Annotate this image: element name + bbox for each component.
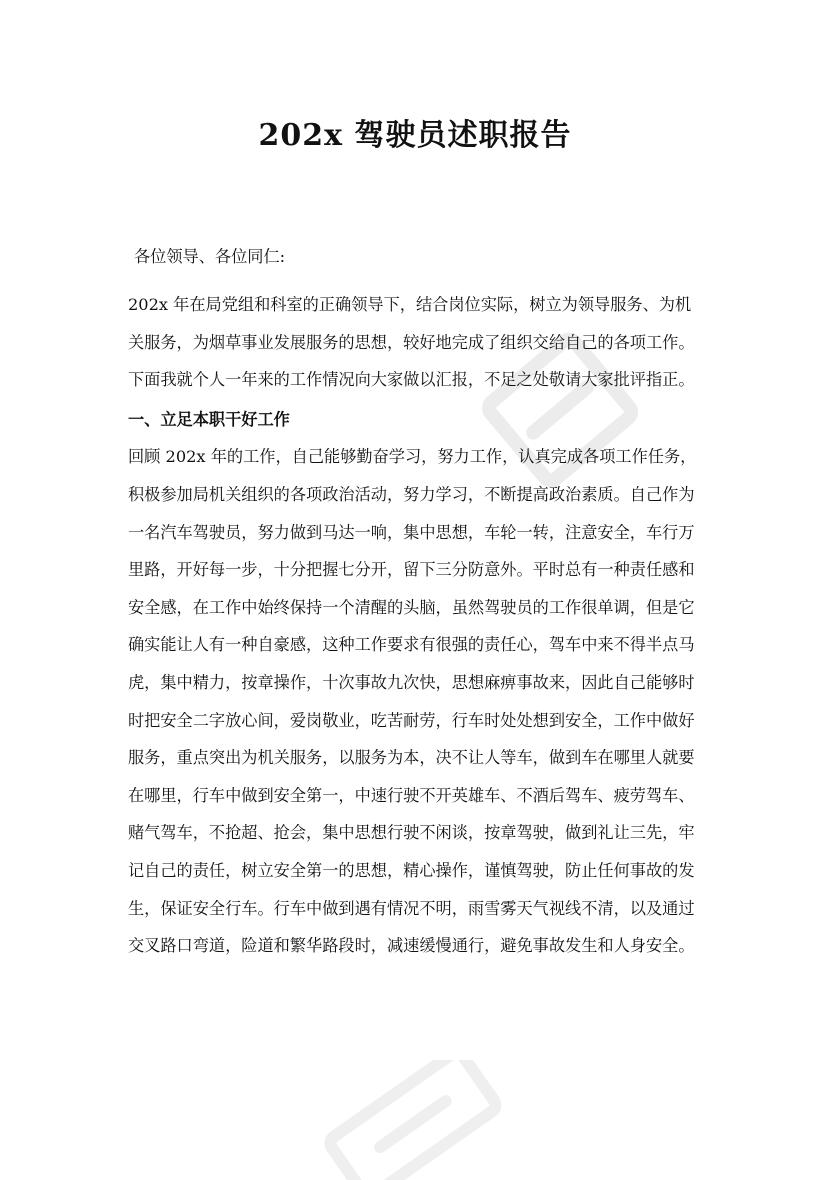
paragraph-line: 里路，开好每一步，十分把握七分开，留下三分防意外。平时总有一种责任感和 — [128, 560, 695, 580]
paragraph-line: 确实能让人有一种自豪感，这种工作要求有很强的责任心，驾车中来不得半点马 — [128, 635, 695, 655]
paragraph-line: 生，保证安全行车。行车中做到遇有情况不明，雨雪雾天气视线不清，以及通过 — [128, 898, 695, 918]
paragraph-line: 时把安全二字放心间，爱岗敬业，吃苦耐劳，行车时处处想到安全，工作中做好 — [128, 710, 695, 730]
document-body — [128, 240, 706, 965]
section-paragraph — [128, 438, 706, 964]
paragraph-line: 202x 年在局党组和科室的正确领导下，结合岗位实际，树立为领导服务、为机 — [128, 295, 692, 314]
paragraph-line: 虎，集中精力，按章操作，十次事故九次快，思想麻痹事故来，因此自己能够时 — [128, 672, 695, 692]
salutation: 各位领导、各位同仁: — [134, 247, 286, 266]
paragraph-line: 关服务，为烟草事业发展服务的思想，较好地完成了组织交给自己的各项工作。 — [128, 332, 695, 352]
paragraph-line: 安全感，在工作中始终保持一个清醒的头脑，虽然驾驶员的工作很单调，但是它 — [128, 597, 695, 617]
paragraph-line: 一名汽车驾驶员，努力做到马达一响，集中思想，车轮一转，注意安全，车行万 — [128, 522, 695, 542]
paragraph-line: 回顾 202x 年的工作，自己能够勤奋学习，努力工作，认真完成各项工作任务， — [128, 447, 697, 467]
paragraph-line: 在哪里，行车中做到安全第一，中速行驶不开英雄车、不酒后驾车、疲劳驾车、 — [128, 785, 695, 805]
paragraph-line: 记自己的责任，树立安全第一的思想，精心操作，谨慎驾驶，防止任何事故的发 — [128, 860, 695, 880]
intro-paragraph — [128, 286, 706, 399]
paragraph-line: 下面我就个人一年来的工作情况向大家做以汇报，不足之处敬请大家批评指正。 — [128, 370, 695, 390]
watermark-mark-lower — [300, 1060, 520, 1180]
paragraph-line: 服务，重点突出为机关服务，以服务为本，决不让人等车，做到车在哪里人就要 — [128, 748, 695, 768]
document-title: 202x 驾驶员述职报告 — [258, 118, 572, 153]
section-heading: 一、立足本职干好工作 — [128, 409, 290, 429]
paragraph-line: 积极参加局机关组织的各项政治活动，努力学习，不断提高政治素质。自己作为 — [128, 484, 695, 504]
paragraph-line: 交叉路口弯道，险道和繁华路段时，减速缓慢通行，避免事故发生和人身安全。 — [128, 936, 695, 956]
paragraph-line: 赌气驾车，不抢超、抢会，集中思想行驶不闲谈，按章驾驶，做到礼让三先，牢 — [128, 823, 695, 843]
